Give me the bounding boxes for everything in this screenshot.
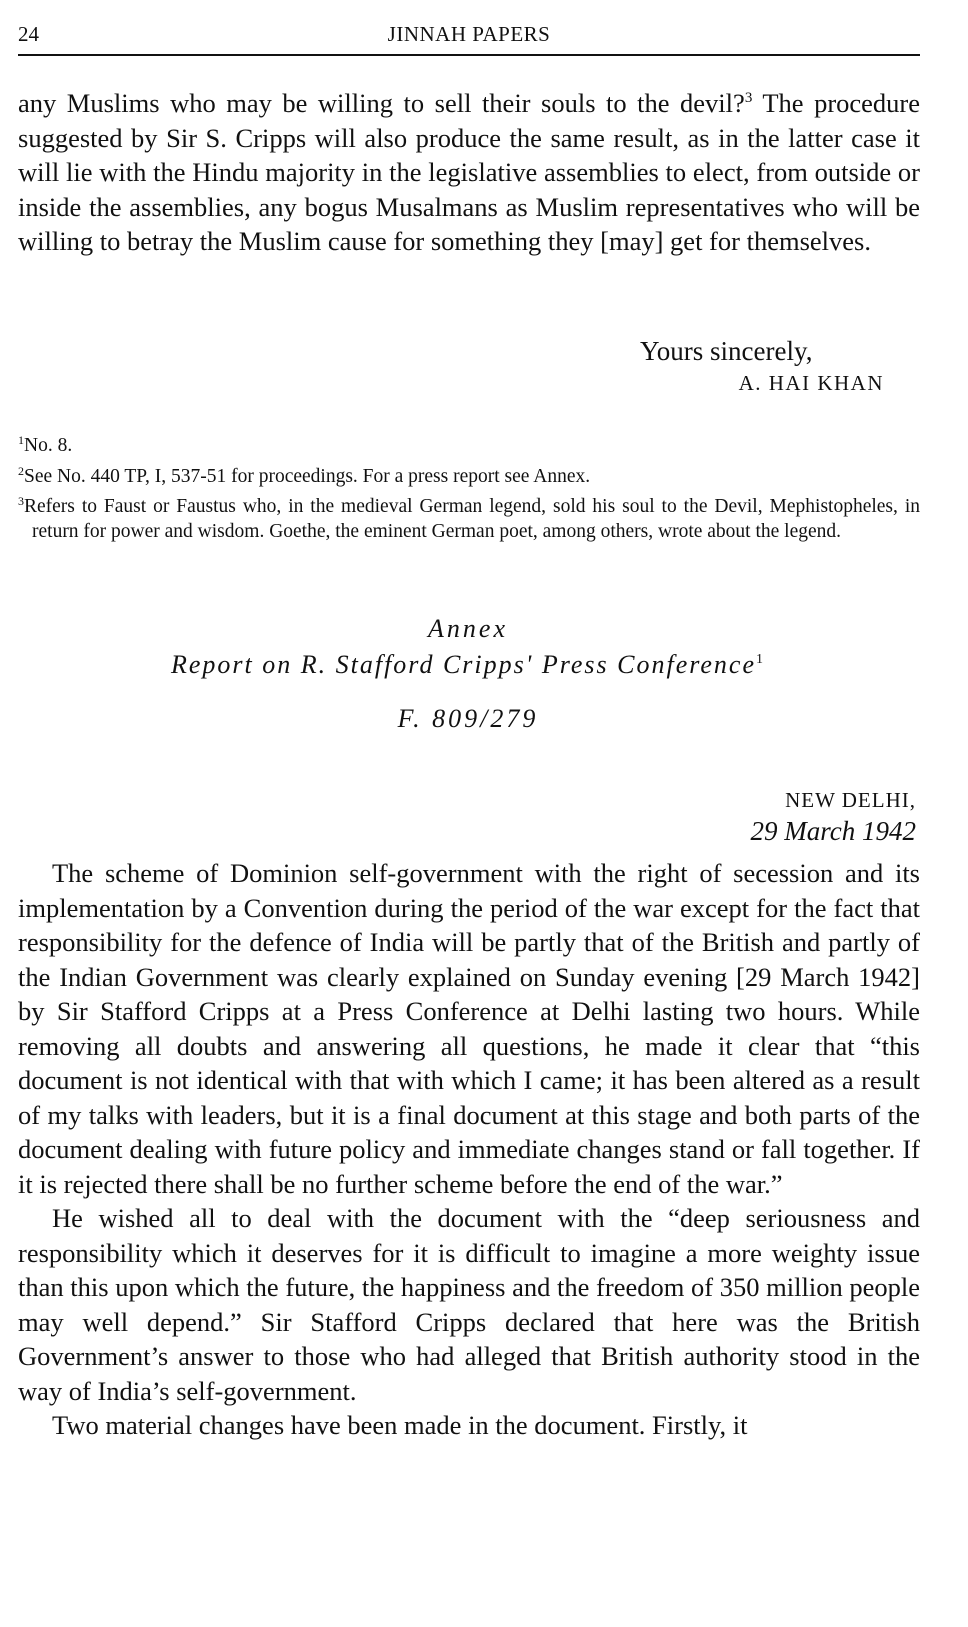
letter-continuation: [18, 86, 920, 259]
annex-subtitle: Report on R. Stafford Cripps' Press Conference$^1$: [170, 650, 766, 679]
footnotes: [18, 428, 920, 544]
page-number: 24: [18, 22, 39, 46]
annex-title: Annex: [428, 614, 508, 643]
annex-paragraph: Two material changes have been made in the document. Firstly, it: [52, 1410, 748, 1440]
dateline-place: NEW DELHI,: [785, 788, 916, 812]
letter-text-start: any Muslims who may be willing to sell their souls to the devil?: [18, 88, 745, 118]
footnote-item: $^3$Refers to Faust or Faustus who, in the medieval German legend, sold his soul to the Devil, Mephistopheles, in return for power and wisdom. Goethe, the eminent German poet, among others, wrote about the legend.: [18, 494, 920, 542]
letter-signature: A. HAI KHAN: [738, 371, 884, 395]
letter-closing: Yours sincerely,: [640, 336, 813, 366]
annex-paragraph: He wished all to deal with the document with the “deep seriousness and responsibility which it deserves for it is difficult to imagine a more weighty issue than this upon which the future, the happiness and the freedom of 350 million people may well depend.” Sir Stafford Cripps declared that here was the British Government’s answer to those who had alleged that British authority stood in the way of India’s self-government.: [18, 1203, 920, 1406]
page-header: [18, 20, 920, 56]
footnote-ref: 3: [744, 90, 753, 106]
footnote-item: $^2$See No. 440 TP, I, 537-51 for proceedings. For a press report see Annex.: [18, 463, 591, 487]
annex-subtitle-ref: 1: [756, 652, 766, 667]
footnote-item: $^1$No. 8.: [18, 433, 73, 456]
annex-body: [18, 856, 920, 1443]
letter-text-rest: The procedure suggested by Sir S. Cripps will also produce the same result, as in the latter case it will lie with the Hindu majority in the legislative assemblies to elect, from outside or inside the assemblies, any bogus Musalmans as Muslim representatives who will be willing to betray the Muslim cause for something they [may] get for themselves.: [18, 88, 921, 256]
running-title: JINNAH PAPERS: [387, 22, 551, 46]
annex-paragraph: The scheme of Dominion self-government with the right of secession and its implementation by a Convention during the period of the war except for the fact that responsibility for the defence of India will be partly that of the British and partly of the Indian Government was clearly explained on Sunday evening [29 March 1942] by Sir Stafford Cripps at a Press Conference at Delhi lasting two hours. While removing all doubts and answering all questions, he made it clear that “this document is not identical with that with which I came; it has been altered as a result of my talks with leaders, but it is a final document at this stage and both parts of the document dealing with future policy and immediate changes stand or fall together. If it is rejected there shall be no further scheme before the end of the war.”: [18, 858, 920, 1199]
annex-file-reference: F. 809/279: [397, 704, 539, 733]
dateline-date: 29 March 1942: [750, 816, 916, 846]
